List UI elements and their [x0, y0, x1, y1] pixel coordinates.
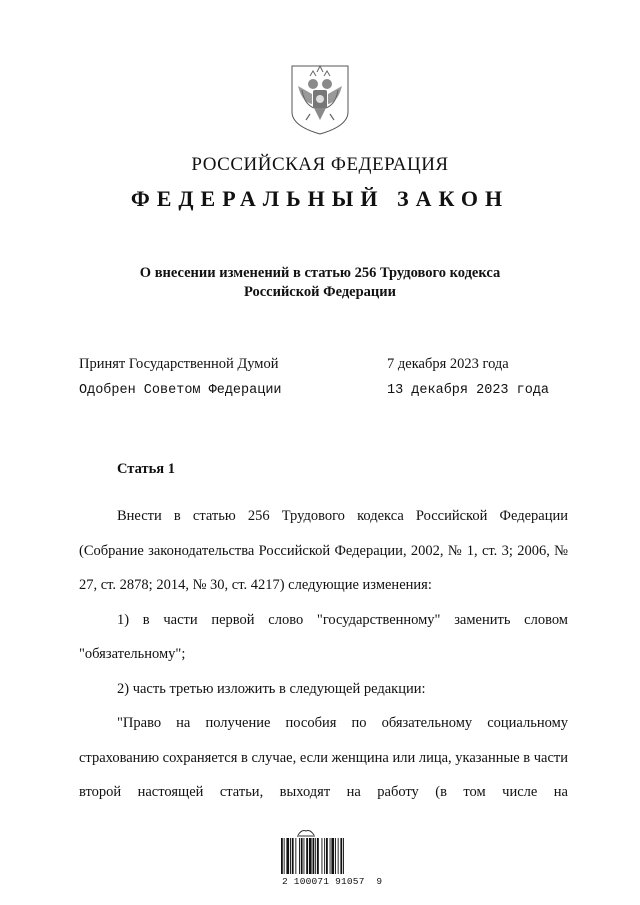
- law-type-heading: ФЕДЕРАЛЬНЫЙ ЗАКОН: [130, 186, 510, 211]
- article-paragraph: "Право на получение пособия по обязательному социальному страхованию сохраняется в случае, если женщина или лица, указанные в части второй настоящей статьи, выходят на работу (в том числе на: [79, 715, 568, 800]
- date-label: Одобрен Советом Федерации: [79, 383, 282, 398]
- article-paragraph: 2) часть третью изложить в следующей редакции:: [117, 680, 426, 697]
- date-label: Принят Государственной Думой: [79, 356, 279, 372]
- article-body: [79, 499, 568, 810]
- barcode-number: 2 100071 91057 9: [282, 876, 383, 887]
- adoption-dates: [79, 356, 579, 410]
- law-title: [60, 264, 580, 302]
- document-barcode: [280, 828, 383, 890]
- article-paragraph: Внести в статью 256 Трудового кодекса Российской Федерации (Собрание законодательства Российской Федерации, 2002, № 1, ст. 3; 2006, № 27, ст. 2878; 2014, № 30, ст. 4217) следующие изменения:: [79, 508, 568, 593]
- coat-of-arms-emblem-icon: [288, 64, 352, 136]
- date-value: 13 декабря 2023 года: [387, 383, 550, 398]
- law-title-line-2: Российской Федерации: [243, 284, 396, 300]
- law-title-line-1: О внесении изменений в статью 256 Трудового кодекса: [139, 265, 501, 281]
- date-row-federation-council: [79, 383, 579, 410]
- country-name: РОССИЙСКАЯ ФЕДЕРАЦИЯ: [191, 154, 449, 175]
- date-value: 7 декабря 2023 года: [387, 356, 509, 372]
- article-paragraph: 1) в части первой слово "государственному" заменить словом "обязательному";: [79, 611, 568, 662]
- date-row-duma: [79, 356, 579, 383]
- article-heading: Статья 1: [117, 461, 175, 477]
- barcode-icon: [280, 838, 370, 874]
- barcode-emblem-mark: [296, 828, 316, 837]
